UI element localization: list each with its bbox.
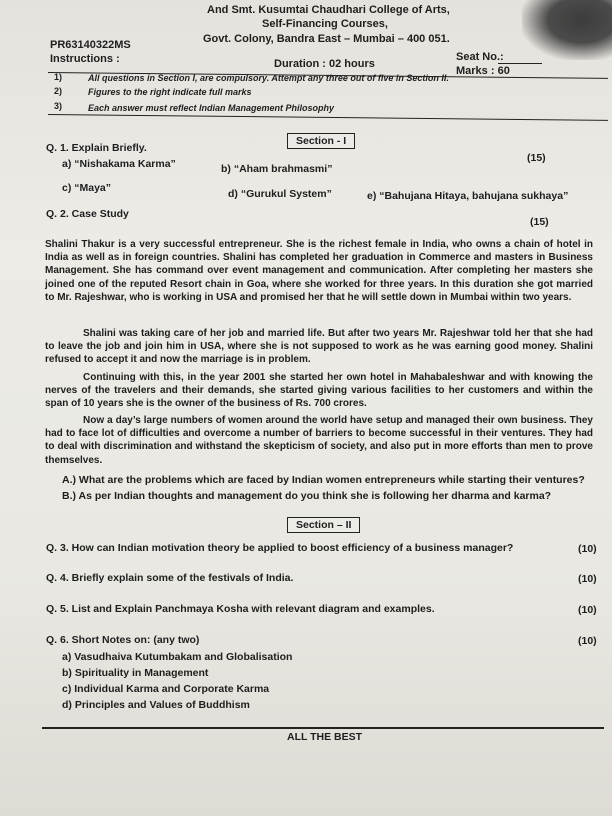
paper-code: PR63140322MS [50,39,131,51]
section-1-title: Section - I [287,133,355,149]
q6-item-c: c) Individual Karma and Corporate Karma [62,683,270,695]
q6-item-b: b) Spirituality in Management [62,667,209,679]
q1-option-d: d) “Gurukul System” [228,188,332,200]
instruction-3-text: Each answer must reflect Indian Management Philosophy [88,103,335,113]
q1-label: Q. 1. Explain Briefly. [46,142,147,154]
case-paragraph-3: Continuing with this, in the year 2001 she started her own hotel in Mahabaleshwar and with knowing the nerves of the travelers and their demands, she started giving various facilities to her customers and within the span of 10 years she is the owner of the business of Rs. 700 crores. [45,372,593,410]
section-2-title: Section – II [287,517,360,533]
marks-total: Marks : 60 [456,65,510,77]
instruction-1-num: 1) [54,72,63,82]
instruction-2-num: 2) [54,86,63,96]
q5-marks: (10) [578,604,597,616]
q1-marks: (15) [527,152,546,164]
q5-label: Q. 5. List and Explain Panchmaya Kosha with relevant diagram and examples. [46,603,435,615]
q3-label: Q. 3. How can Indian motivation theory be applied to boost efficiency of a business manager? [46,542,514,554]
footer-divider [42,727,604,729]
shadow-decoration [522,0,612,60]
seat-no-line [498,63,542,64]
q6-marks: (10) [578,635,597,647]
q6-label: Q. 6. Short Notes on: (any two) [46,634,200,646]
q2-marks: (15) [530,216,549,228]
footer-text: ALL THE BEST [287,731,363,743]
college-line-3: Govt. Colony, Bandra East – Mumbai – 400 051. [203,33,450,45]
q4-marks: (10) [578,573,597,585]
q3-marks: (10) [578,543,597,555]
instruction-3-num: 3) [54,101,63,111]
seat-no-label: Seat No.: [456,51,504,63]
instructions-divider [48,114,608,121]
case-paragraph-2: Shalini was taking care of her job and married life. But after two years Mr. Rajeshwar told her that she had to leave the job and join him in USA, where she is not supposed to work as he was earning good money. Shalini refused to accept it and now the marriage is in problem. [45,328,593,366]
case-paragraph-4: Now a day’s large numbers of women around the world have setup and managed their own business. They had to face lot of difficulties and overcome a number of barriers to become successful in their ventures. They had to deal with discrimination and withstand the skepticism of society, and also put in more efforts than men to prove themselves. [45,415,593,466]
q6-item-a: a) Vasudhaiva Kutumbakam and Globalisation [62,651,293,663]
q1-option-e: e) “Bahujana Hitaya, bahujana sukhaya” [367,190,569,202]
q1-option-c: c) “Maya” [62,182,112,194]
instructions-label: Instructions : [50,53,120,65]
college-line-1: And Smt. Kusumtai Chaudhari College of Arts, [207,4,450,16]
q2-sub-a: A.) What are the problems which are faced by Indian women entrepreneurs while starting their ventures? [62,474,585,486]
q2-label: Q. 2. Case Study [46,208,129,220]
q6-item-d: d) Principles and Values of Buddhism [62,699,250,711]
duration: Duration : 02 hours [274,58,375,70]
q1-option-b: b) “Aham brahmasmi” [221,163,333,175]
q2-sub-b: B.) As per Indian thoughts and management do you think she is following her dharma and karma? [62,490,552,502]
case-paragraph-1: Shalini Thakur is a very successful entrepreneur. She is the richest female in India, who owns a chain of hotel in India as well as in foreign countries. Shalini has completed her graduation in Commerce and masters in Business Management. She has command over event management and communication. After completing her masters she joined one of the reputed Resort chain in Goa, where she worked for three years. In this duration she got married to Mr. Rajeshwar, who is working in USA and promised her that he will settle down in Mumbai within two years. [45,239,593,303]
q1-option-a: a) “Nishakama Karma” [62,158,176,170]
instruction-1-text: All questions in Section I, are compulsory. Attempt any three out of five in Section II. [88,73,449,83]
college-line-2: Self-Financing Courses, [262,18,388,30]
q4-label: Q. 4. Briefly explain some of the festivals of India. [46,572,294,584]
instruction-2-text: Figures to the right indicate full marks [88,87,252,97]
